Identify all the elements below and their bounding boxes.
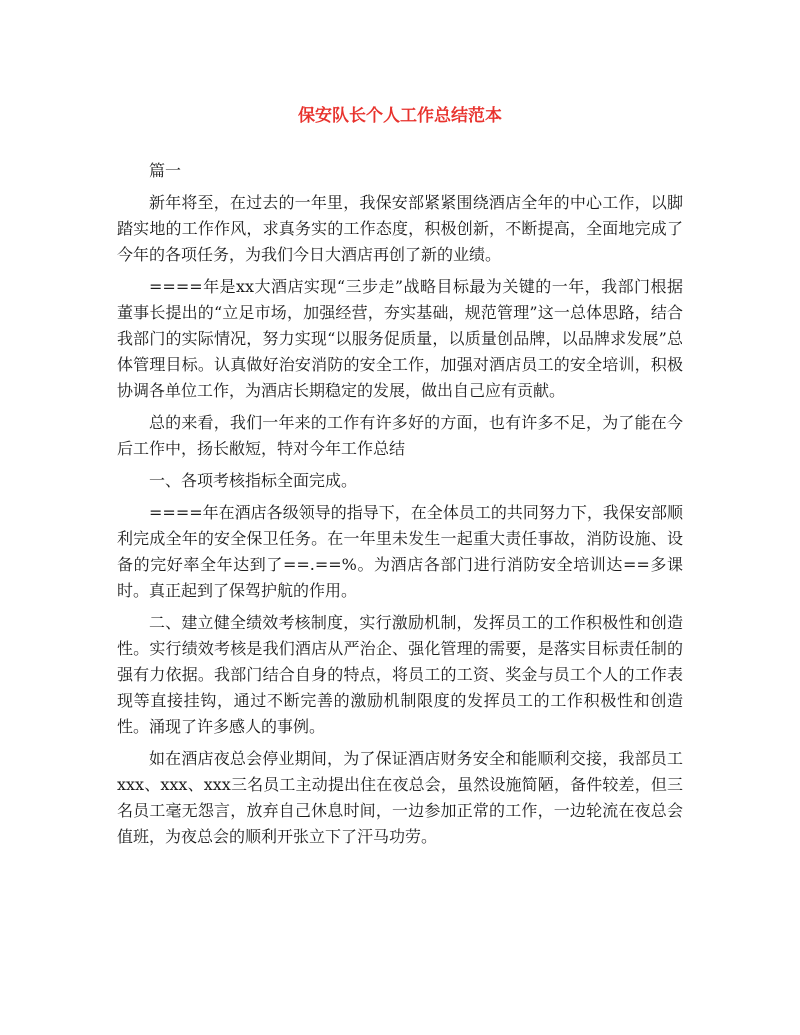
- section-label: 篇一: [149, 161, 182, 180]
- paragraph-overview: 总的来看，我们一年来的工作有许多好的方面，也有许多不足，为了能在今后工作中，扬长敝短，特对今年工作总结: [117, 413, 683, 458]
- paragraph-strategy: ====年是xx大酒店实现“三步走”战略目标最为关键的一年，我部门根据董事长提出的“立足市场，加强经营，夯实基础，规范管理”这一总体思路，结合我部门的实际情况，努力实现“以服务促质量，以质量创品牌，以品牌求发展”总体管理目标。认真做好治安消防的安全工作，加强对酒店员工的安全培训，积极协调各单位工作，为酒店长期稳定的发展，做出自己应有贡献。: [117, 277, 683, 400]
- paragraph-indicators: ====年在酒店各级领导的指导下，在全体员工的共同努力下，我保安部顺利完成全年的安全保卫任务。在一年里未发生一起重大责任事故，消防设施、设备的完好率全年达到了==.==%。为酒店各部门进行消防安全培训达==多课时。真正起到了保驾护航的作用。: [117, 503, 683, 600]
- paragraph-nightclub: 如在酒店夜总会停业期间，为了保证酒店财务安全和能顺利交接，我部员工xxx、xxx、xxx三名员工主动提出住在夜总会，虽然设施简陋，备件较差，但三名员工毫无怨言，放弃自己休息时间，一边参加正常的工作，一边轮流在夜总会值班，为夜总会的顺利开张立下了汗马功劳。: [117, 749, 683, 846]
- paragraph-section-two: 二、建立健全绩效考核制度，实行激励机制，发挥员工的工作积极性和创造性。实行绩效考核是我们酒店从严治企、强化管理的需要，是落实目标责任制的强有力依据。我部门结合自身的特点，将员工的工资、奖金与员工个人的工作表现等直接挂钩，通过不断完善的激励机制限度的发挥员工的工作积极性和创造性。涌现了许多感人的事例。: [117, 613, 683, 736]
- heading-section-one: 一、各项考核指标全面完成。: [149, 471, 358, 490]
- paragraph-intro: 新年将至，在过去的一年里，我保安部紧紧围绕酒店全年的中心工作，以脚踏实地的工作作风，求真务实的工作态度，积极创新，不断提高，全面地完成了今年的各项任务，为我们今日大酒店再创了新的业绩。: [117, 193, 683, 264]
- document-body: [117, 158, 683, 850]
- document-title: 保安队长个人工作总结范本: [298, 106, 502, 126]
